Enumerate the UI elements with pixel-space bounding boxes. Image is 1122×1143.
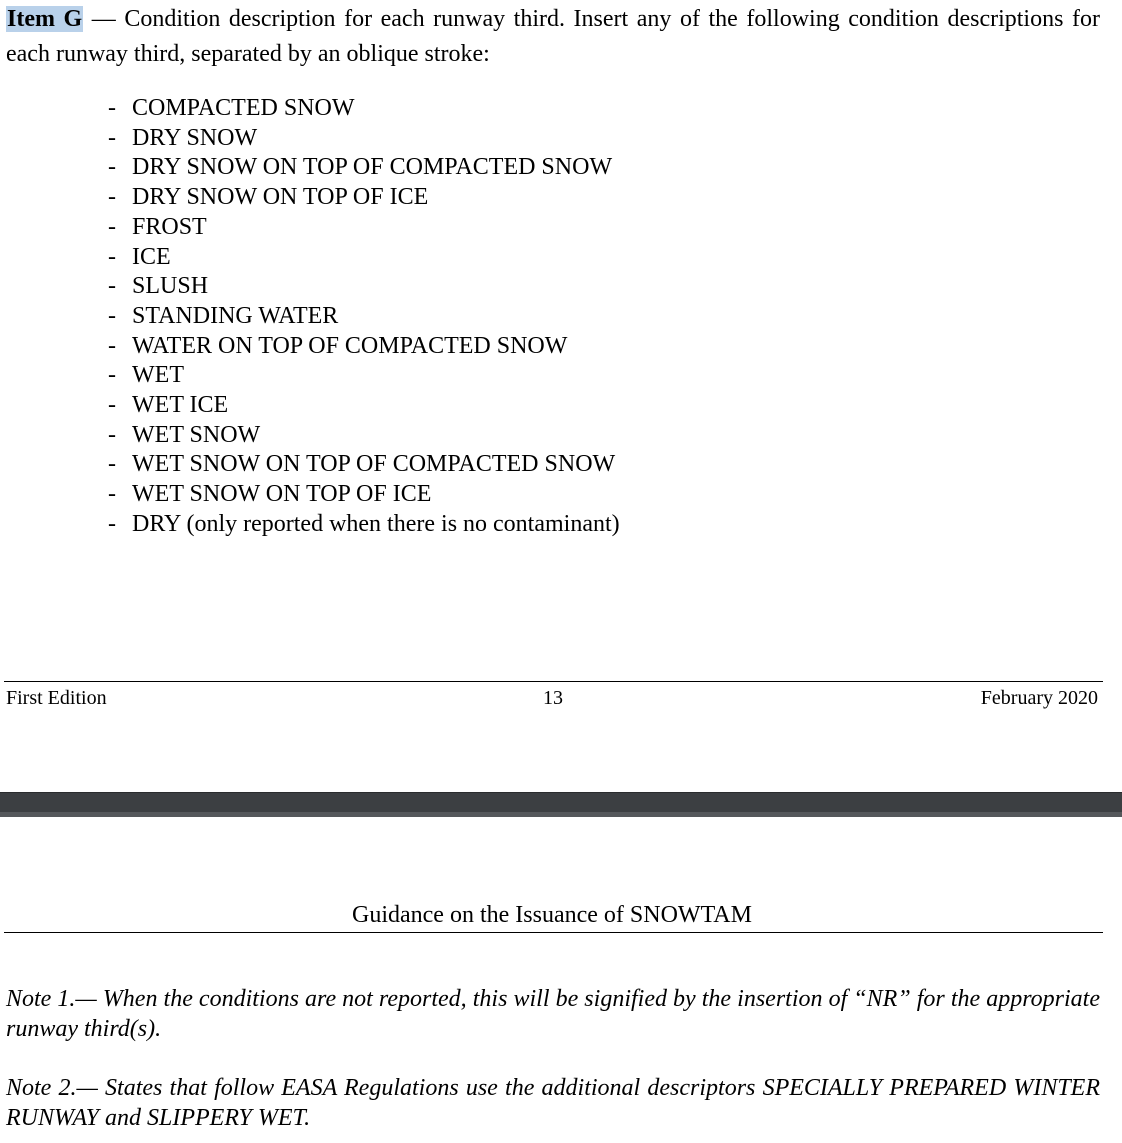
condition-label: WET ICE — [132, 392, 229, 419]
condition-label: ICE — [132, 243, 171, 270]
list-bullet: - — [108, 451, 116, 478]
footer-date: February 2020 — [980, 687, 1098, 709]
list-item — [108, 480, 620, 510]
footer-edition: First Edition — [6, 687, 107, 709]
item-g-label[interactable]: Item G — [7, 6, 83, 32]
list-bullet: - — [108, 332, 116, 359]
condition-label: DRY SNOW ON TOP OF COMPACTED SNOW — [132, 154, 613, 181]
note-1: Note 1.— When the conditions are not reported, this will be signified by the insertion of “NR” for the appropriate runway third(s). — [6, 986, 1100, 1042]
header-divider — [4, 932, 1103, 933]
list-item — [108, 332, 620, 362]
list-bullet: - — [108, 184, 116, 211]
list-item — [108, 361, 620, 391]
list-bullet: - — [108, 392, 116, 419]
condition-label: WET SNOW — [132, 421, 261, 448]
list-item — [108, 213, 620, 243]
footer-page-number: 13 — [543, 687, 563, 709]
condition-label: FROST — [132, 213, 207, 240]
list-bullet: - — [108, 510, 116, 537]
list-item — [108, 272, 620, 302]
page-separator — [0, 792, 1122, 818]
list-item — [108, 124, 620, 154]
document-page-14 — [0, 817, 1122, 1143]
item-g-description: — Condition description for each runway third. Insert any of the following condition descriptions for each runway third, separated by an oblique stroke: — [6, 6, 1100, 67]
list-item — [108, 421, 620, 451]
list-bullet: - — [108, 124, 116, 151]
running-header-title: Guidance on the Issuance of SNOWTAM — [352, 902, 752, 928]
list-item — [108, 243, 620, 273]
list-item — [108, 94, 620, 124]
list-bullet: - — [108, 95, 116, 121]
item-g-paragraph — [6, 2, 1100, 72]
condition-label: WET SNOW ON TOP OF COMPACTED SNOW — [132, 451, 616, 478]
condition-label: STANDING WATER — [132, 302, 339, 329]
condition-label: DRY SNOW ON TOP OF ICE — [132, 184, 429, 211]
list-item — [108, 450, 620, 480]
list-bullet: - — [108, 273, 116, 300]
list-bullet: - — [108, 302, 116, 329]
list-bullet: - — [108, 481, 116, 508]
list-item — [108, 510, 620, 540]
note-2: Note 2.— States that follow EASA Regulations use the additional descriptors SPECIALLY PREPARED WINTER RUNWAY and SLIPPERY WET. — [6, 1075, 1100, 1131]
list-bullet: - — [108, 421, 116, 448]
condition-description-list — [108, 94, 620, 540]
list-item — [108, 302, 620, 332]
list-item — [108, 153, 620, 183]
footer-divider — [4, 681, 1103, 682]
condition-label: DRY SNOW — [132, 124, 258, 151]
list-bullet: - — [108, 243, 116, 270]
condition-label: SLUSH — [132, 273, 209, 300]
list-bullet: - — [108, 213, 116, 240]
condition-label: WET — [132, 362, 184, 389]
list-item — [108, 391, 620, 421]
list-bullet: - — [108, 362, 116, 389]
list-item — [108, 183, 620, 213]
condition-label: WET SNOW ON TOP OF ICE — [132, 481, 432, 508]
condition-label: COMPACTED SNOW — [132, 95, 355, 121]
list-bullet: - — [108, 154, 116, 181]
condition-label: WATER ON TOP OF COMPACTED SNOW — [132, 332, 568, 359]
condition-label: DRY (only reported when there is no contaminant) — [132, 510, 620, 537]
